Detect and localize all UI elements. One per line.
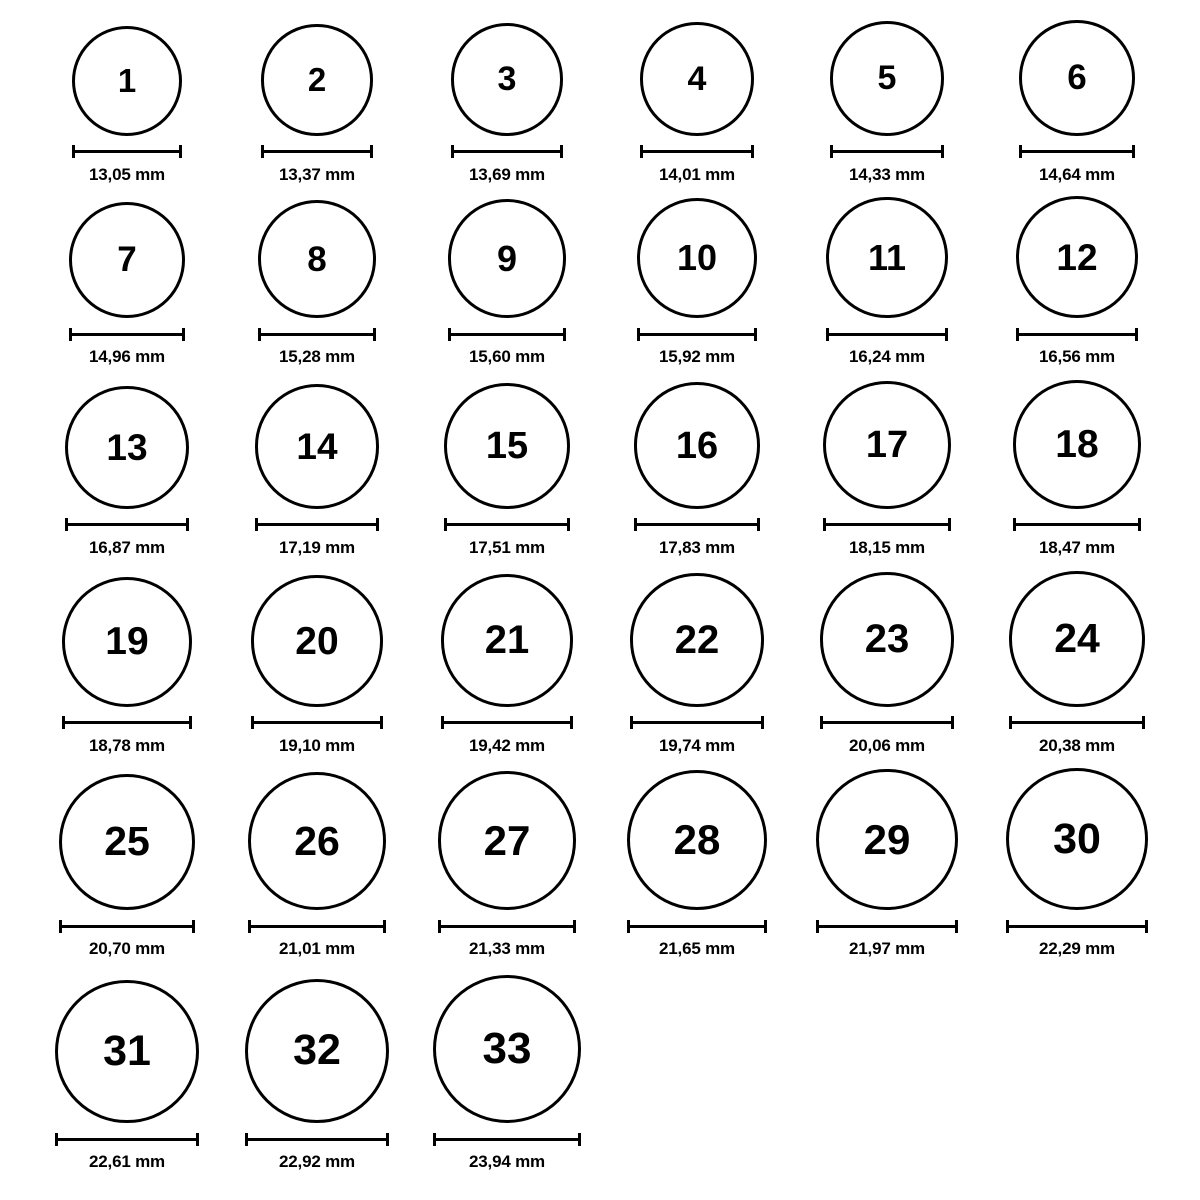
- ring-size-cell: [32, 980, 222, 1172]
- measure-label: 13,69 mm: [469, 164, 545, 184]
- ring-size-cell: [792, 381, 982, 558]
- measure-label: 22,29 mm: [1039, 939, 1115, 959]
- ring-size-cell: [32, 202, 222, 368]
- ring-circle: [59, 774, 196, 911]
- ring-circle: [441, 574, 573, 706]
- measure-bar: [792, 145, 982, 159]
- ring-size-number: 4: [687, 59, 707, 98]
- measure-label: 19,10 mm: [279, 735, 355, 755]
- measure-label: 19,74 mm: [659, 735, 735, 755]
- measure-bar-line: [62, 721, 192, 724]
- ring-size-cell: [982, 196, 1172, 367]
- measure-bar: [222, 716, 412, 730]
- ring-circle: [55, 980, 198, 1123]
- measure-bar: [222, 518, 412, 532]
- ring-size-cell: [792, 769, 982, 959]
- ring-circle: [816, 769, 957, 910]
- ring-size-number: 18: [1055, 422, 1099, 466]
- measure-bar-line: [438, 925, 577, 928]
- ring-size-cell: [222, 772, 412, 959]
- ring-circle: [248, 772, 386, 910]
- ring-circle: [451, 23, 563, 135]
- ring-size-number: 23: [864, 617, 910, 662]
- measure-label: 13,05 mm: [89, 164, 165, 184]
- ring-size-cell: [32, 577, 222, 756]
- measure-bar-line: [640, 150, 753, 153]
- ring-circle: [826, 197, 947, 318]
- ring-size-cell: [602, 770, 792, 959]
- ring-size-number: 10: [676, 237, 718, 279]
- ring-circle: [627, 770, 767, 910]
- measure-bar: [792, 716, 982, 730]
- measure-label: 18,15 mm: [849, 537, 925, 557]
- ring-circle: [1019, 20, 1135, 136]
- ring-size-cell: [222, 575, 412, 755]
- ring-size-cell: [32, 386, 222, 558]
- measure-bar: [982, 716, 1172, 730]
- measure-bar-line: [245, 1138, 389, 1141]
- ring-size-cell: [412, 771, 602, 959]
- ring-size-number: 3: [497, 60, 517, 99]
- ring-size-number: 16: [675, 424, 719, 467]
- ring-circle: [634, 382, 761, 509]
- ring-circle: [1009, 571, 1145, 707]
- measure-bar: [32, 716, 222, 730]
- measure-bar-line: [637, 333, 757, 336]
- ring-size-number: 27: [483, 816, 531, 864]
- measure-label: 20,06 mm: [849, 735, 925, 755]
- measure-label: 21,01 mm: [279, 939, 355, 959]
- ring-size-cell: [982, 571, 1172, 756]
- measure-bar-line: [1013, 523, 1142, 526]
- measure-bar: [982, 145, 1172, 159]
- measure-label: 17,83 mm: [659, 537, 735, 557]
- ring-circle: [1013, 380, 1142, 509]
- measure-bar-line: [634, 523, 761, 526]
- ring-circle: [258, 200, 376, 318]
- measure-bar-line: [248, 925, 386, 928]
- measure-bar: [32, 919, 222, 933]
- measure-bar-line: [441, 721, 573, 724]
- ring-size-cell: [602, 198, 792, 367]
- measure-label: 22,61 mm: [89, 1152, 165, 1171]
- ring-size-cell: [982, 768, 1172, 959]
- measure-bar: [792, 919, 982, 933]
- ring-size-cell: [222, 24, 412, 184]
- ring-size-number: 33: [482, 1024, 532, 1073]
- measure-bar: [32, 327, 222, 341]
- ring-circle: [444, 383, 570, 509]
- ring-circle: [830, 21, 944, 135]
- measure-bar-line: [251, 721, 382, 724]
- ring-size-cell: [32, 774, 222, 960]
- ring-size-cell: [222, 979, 412, 1172]
- ring-size-cell: [412, 199, 602, 367]
- ring-size-number: 6: [1067, 58, 1087, 98]
- ring-size-cell: [602, 573, 792, 755]
- ring-circle: [245, 979, 389, 1123]
- measure-label: 15,60 mm: [469, 347, 545, 367]
- measure-bar-line: [823, 523, 951, 526]
- ring-size-number: 17: [865, 424, 909, 467]
- chart-row: [32, 975, 1172, 1172]
- ring-size-number: 25: [104, 818, 150, 865]
- measure-label: 21,33 mm: [469, 939, 545, 959]
- measure-bar-line: [1006, 925, 1148, 928]
- measure-bar-line: [630, 721, 763, 724]
- measure-bar: [982, 327, 1172, 341]
- measure-bar: [32, 1132, 222, 1146]
- chart-row: [32, 20, 1172, 185]
- measure-bar-line: [627, 925, 767, 928]
- ring-size-number: 20: [295, 619, 339, 663]
- ring-size-number: 22: [674, 617, 720, 662]
- ring-size-number: 2: [307, 61, 327, 99]
- measure-bar-line: [826, 333, 947, 336]
- ring-circle: [65, 386, 188, 509]
- ring-circle: [62, 577, 192, 707]
- measure-bar-line: [1019, 150, 1135, 153]
- measure-bar: [602, 716, 792, 730]
- ring-size-number: 9: [496, 237, 517, 279]
- measure-bar: [412, 145, 602, 159]
- ring-circle: [251, 575, 382, 706]
- measure-label: 14,64 mm: [1039, 164, 1115, 184]
- ring-circle: [438, 771, 577, 910]
- ring-circle: [820, 572, 954, 706]
- chart-row: [32, 380, 1172, 558]
- chart-row: [32, 571, 1172, 756]
- measure-bar: [412, 518, 602, 532]
- measure-label: 17,51 mm: [469, 537, 545, 557]
- measure-label: 14,33 mm: [849, 164, 925, 184]
- measure-label: 18,47 mm: [1039, 537, 1115, 557]
- ring-circle: [1006, 768, 1148, 910]
- measure-bar-line: [830, 150, 944, 153]
- ring-circle: [630, 573, 763, 706]
- ring-size-number: 19: [105, 620, 149, 664]
- ring-size-number: 32: [293, 1026, 341, 1075]
- ring-size-number: 21: [484, 618, 530, 663]
- ring-circle: [255, 384, 379, 508]
- ring-size-cell: [412, 383, 602, 558]
- ring-size-number: 8: [307, 239, 327, 279]
- measure-bar: [412, 919, 602, 933]
- measure-bar: [412, 327, 602, 341]
- ring-size-number: 14: [296, 426, 338, 468]
- measure-label: 16,24 mm: [849, 347, 925, 367]
- ring-size-number: 5: [877, 59, 897, 98]
- measure-label: 17,19 mm: [279, 537, 355, 557]
- measure-label: 16,56 mm: [1039, 347, 1115, 367]
- measure-label: 18,78 mm: [89, 735, 165, 755]
- measure-bar-line: [1009, 721, 1145, 724]
- measure-bar-line: [444, 523, 570, 526]
- measure-label: 16,87 mm: [89, 537, 165, 557]
- measure-bar: [792, 327, 982, 341]
- measure-bar-line: [69, 333, 186, 336]
- measure-bar: [32, 518, 222, 532]
- chart-row: [32, 768, 1172, 959]
- ring-size-cell: [792, 197, 982, 367]
- measure-bar-line: [261, 150, 372, 153]
- measure-bar: [602, 919, 792, 933]
- ring-size-number: 7: [117, 240, 137, 280]
- ring-size-cell: [792, 21, 982, 184]
- ring-circle: [72, 26, 182, 136]
- measure-bar-line: [65, 523, 188, 526]
- measure-label: 21,97 mm: [849, 939, 925, 959]
- ring-size-cell: [412, 574, 602, 755]
- ring-circle: [448, 199, 567, 318]
- measure-label: 20,38 mm: [1039, 735, 1115, 755]
- ring-size-number: 11: [867, 236, 907, 278]
- ring-size-number: 1: [117, 62, 137, 100]
- measure-bar-line: [59, 925, 196, 928]
- ring-size-number: 31: [103, 1026, 151, 1075]
- ring-circle: [433, 975, 581, 1123]
- chart-row: [32, 196, 1172, 367]
- measure-bar-line: [72, 150, 182, 153]
- measure-bar: [222, 145, 412, 159]
- ring-size-number: 13: [106, 426, 148, 468]
- ring-circle: [637, 198, 757, 318]
- ring-size-cell: [982, 20, 1172, 185]
- ring-size-cell: [982, 380, 1172, 558]
- measure-bar: [412, 1132, 602, 1146]
- ring-size-number: 28: [673, 816, 721, 864]
- ring-size-number: 29: [863, 815, 911, 863]
- ring-circle: [1016, 196, 1138, 318]
- measure-bar-line: [1016, 333, 1138, 336]
- ring-circle: [261, 24, 372, 135]
- ring-size-number: 24: [1054, 615, 1100, 662]
- ring-size-cell: [412, 975, 602, 1172]
- measure-label: 21,65 mm: [659, 939, 735, 959]
- ring-circle: [640, 22, 753, 135]
- measure-label: 22,92 mm: [279, 1152, 355, 1171]
- ring-size-cell: [32, 26, 222, 185]
- measure-bar: [792, 518, 982, 532]
- ring-circle: [823, 381, 951, 509]
- ring-size-number: 30: [1053, 814, 1101, 863]
- measure-label: 15,92 mm: [659, 347, 735, 367]
- measure-bar: [982, 518, 1172, 532]
- measure-label: 19,42 mm: [469, 735, 545, 755]
- ring-size-cell: [602, 22, 792, 184]
- ring-size-cell: [222, 384, 412, 557]
- measure-label: 23,94 mm: [469, 1152, 545, 1171]
- measure-bar: [602, 145, 792, 159]
- ring-size-number: 15: [485, 425, 529, 468]
- measure-bar-line: [433, 1138, 581, 1141]
- ring-circle: [69, 202, 186, 319]
- measure-bar: [602, 327, 792, 341]
- ring-size-cell: [602, 382, 792, 558]
- ring-size-cell: [412, 23, 602, 184]
- measure-bar-line: [820, 721, 954, 724]
- measure-bar: [222, 1132, 412, 1146]
- measure-label: 14,01 mm: [659, 164, 735, 184]
- measure-bar: [32, 145, 222, 159]
- measure-label: 15,28 mm: [279, 347, 355, 367]
- measure-bar: [602, 518, 792, 532]
- measure-label: 13,37 mm: [279, 164, 355, 184]
- measure-bar-line: [255, 523, 379, 526]
- measure-bar: [412, 716, 602, 730]
- measure-bar: [982, 919, 1172, 933]
- ring-size-cell: [792, 572, 982, 755]
- measure-bar-line: [448, 333, 567, 336]
- measure-bar-line: [816, 925, 957, 928]
- ring-size-cell: [222, 200, 412, 367]
- measure-label: 20,70 mm: [89, 939, 165, 959]
- measure-bar: [222, 327, 412, 341]
- measure-bar-line: [55, 1138, 198, 1141]
- measure-bar-line: [451, 150, 563, 153]
- ring-size-number: 26: [294, 817, 340, 864]
- measure-bar-line: [258, 333, 376, 336]
- measure-bar: [222, 919, 412, 933]
- measure-label: 14,96 mm: [89, 347, 165, 367]
- ring-size-number: 12: [1056, 236, 1098, 278]
